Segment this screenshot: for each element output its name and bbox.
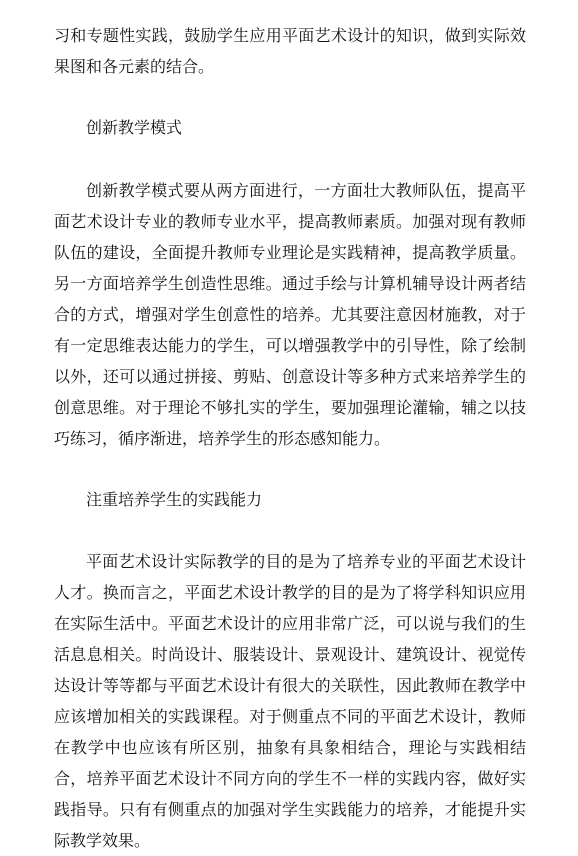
spacer <box>54 454 526 484</box>
spacer <box>54 82 526 112</box>
section-heading-practice-ability: 注重培养学生的实践能力 <box>86 490 263 509</box>
section-heading-innovative-teaching: 创新教学模式 <box>86 118 183 137</box>
document-page <box>54 20 526 856</box>
innovative-teaching-paragraph: 创新教学模式要从两方面进行，一方面壮大教师队伍，提高平面艺术设计专业的教师专业水平，提高教师素质。加强对现有教师队伍的建设，全面提升教师专业理论是实践精神，提高教学质量。另一方面培养学生创造性思维。通过手绘与计算机辅导设计两者结合的方式，增强对学生创意性的培养。尤其要注意因材施教，对于有一定思维表达能力的学生，可以增强教学中的引导性，除了绘制以外，还可以通过拼接、剪贴、创意设计等多种方式来培养学生的创意思维。对于理论不够扎实的学生，要加强理论灌输，辅之以技巧练习，循序渐进，培养学生的形态感知能力。 <box>54 181 526 448</box>
intro-paragraph: 习和专题性实践，鼓励学生应用平面艺术设计的知识，做到实际效果图和各元素的结合。 <box>54 26 526 76</box>
spacer <box>54 515 526 546</box>
spacer <box>54 143 526 175</box>
practice-ability-paragraph: 平面艺术设计实际教学的目的是为了培养专业的平面艺术设计人才。换而言之，平面艺术设计教学的目的是为了将学科知识应用在实际生活中。平面艺术设计的应用非常广泛，可以说与我们的生活息息相关。时尚设计、服装设计、景观设计、建筑设计、视觉传达设计等等都与平面艺术设计有很大的关联性，因此教师在教学中应该增加相关的实践课程。对于侧重点不同的平面艺术设计，教师在教学中也应该有所区别，抽象有具象相结合，理论与实践相结合，培养平面艺术设计不同方向的学生不一样的实践内容，做好实践指导。只有有侧重点的加强对学生实践能力的培养，才能提升实际教学效果。 <box>54 552 526 850</box>
